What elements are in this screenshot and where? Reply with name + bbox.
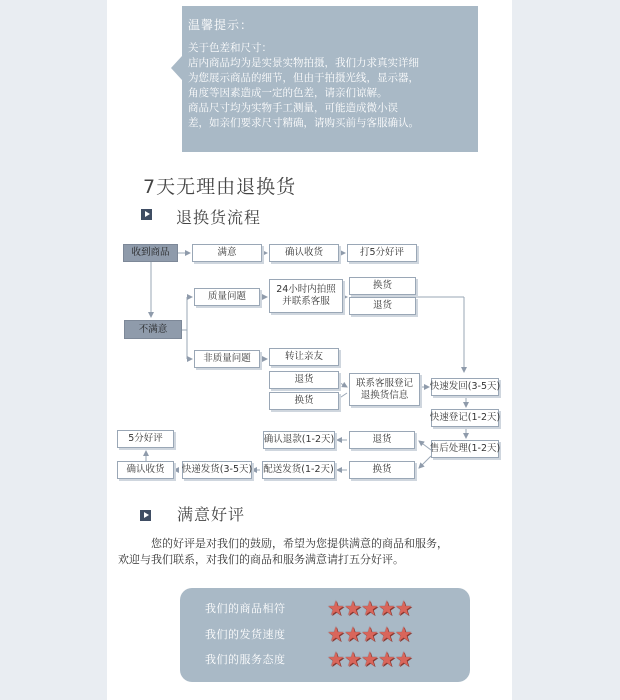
star-icon: ★ bbox=[360, 622, 379, 646]
star-rating bbox=[327, 623, 412, 645]
flow-fast-register: 快速登记(1-2天) bbox=[431, 409, 499, 427]
star-icon: ★ bbox=[360, 596, 379, 620]
flow-exchange-3: 换货 bbox=[349, 461, 415, 479]
star-icon: ★ bbox=[394, 596, 413, 620]
star-rating bbox=[327, 597, 412, 619]
notice-line: 商品尺寸均为实物手工测量，可能造成微小误 bbox=[188, 102, 398, 114]
notice-line: 关于色差和尺寸： bbox=[188, 42, 272, 54]
review-text bbox=[118, 536, 502, 568]
flow-exchange-1: 换货 bbox=[349, 277, 416, 295]
rating-panel bbox=[180, 588, 470, 682]
star-icon: ★ bbox=[343, 596, 362, 620]
flow-exchange-2: 换货 bbox=[269, 392, 339, 410]
flow-give-5star: 打5分好评 bbox=[347, 244, 417, 262]
flow-fast-return: 快速发回(3-5天) bbox=[431, 378, 499, 396]
star-rating bbox=[327, 648, 412, 670]
notice-line: 店内商品均为是实景实物拍摄，我们力求真实详细 bbox=[188, 57, 419, 69]
rating-label: 我们的服务态度 bbox=[205, 653, 286, 666]
flow-refund-confirm: 确认退款(1-2天) bbox=[263, 431, 335, 449]
rating-row bbox=[205, 597, 465, 619]
rating-label: 我们的发货速度 bbox=[205, 628, 286, 641]
flow-return-1: 退货 bbox=[349, 297, 416, 315]
rating-row bbox=[205, 648, 465, 670]
flow-photo-contact: 24小时内拍照 并联系客服 bbox=[269, 279, 343, 313]
flow-express-ship: 快递发货(3-5天) bbox=[182, 461, 252, 479]
process-title: 退换货流程 bbox=[176, 208, 262, 227]
star-icon: ★ bbox=[394, 647, 413, 671]
star-icon: ★ bbox=[327, 622, 345, 646]
flow-return-2: 退货 bbox=[269, 371, 339, 389]
flow-after-sales: 售后处理(1-2天) bbox=[431, 440, 499, 458]
review-line: 欢迎与我们联系，对我们的商品和服务满意请打五分好评。 bbox=[118, 553, 404, 566]
rating-row bbox=[205, 623, 465, 645]
notice-line: 角度等因素造成一定的色差，请亲们谅解。 bbox=[188, 87, 388, 99]
policy-title: 7天无理由退换货 bbox=[143, 176, 297, 198]
star-icon: ★ bbox=[377, 596, 396, 620]
flow-contact-register: 联系客服登记 退换货信息 bbox=[349, 373, 420, 406]
flow-satisfied: 满意 bbox=[192, 244, 262, 262]
flow-quality-issue: 质量问题 bbox=[194, 288, 260, 306]
star-icon: ★ bbox=[327, 596, 345, 620]
star-icon: ★ bbox=[343, 647, 362, 671]
flow-give-5star-2: 5分好评 bbox=[117, 430, 174, 448]
notice-title: 温馨提示： bbox=[188, 18, 254, 32]
flow-unsatisfied: 不满意 bbox=[124, 320, 182, 339]
flow-transfer-friend: 转让亲友 bbox=[269, 348, 339, 366]
content-page bbox=[107, 0, 512, 700]
star-icon: ★ bbox=[327, 647, 345, 671]
star-icon: ★ bbox=[394, 622, 413, 646]
review-title: 满意好评 bbox=[177, 505, 246, 524]
star-icon: ★ bbox=[377, 647, 396, 671]
flow-confirm-receipt: 确认收货 bbox=[269, 244, 339, 262]
flow-confirm-receipt-2: 确认收货 bbox=[117, 461, 174, 479]
star-icon: ★ bbox=[360, 647, 379, 671]
play-square-icon bbox=[140, 510, 151, 521]
flow-return-3: 退货 bbox=[349, 431, 415, 449]
flow-receive: 收到商品 bbox=[123, 244, 178, 262]
flow-dispatch: 配送发货(1-2天) bbox=[262, 461, 335, 479]
notice-line: 差，如亲们要求尺寸精确，请购买前与客服确认。 bbox=[188, 117, 419, 129]
star-icon: ★ bbox=[343, 622, 362, 646]
flow-non-quality-issue: 非质量问题 bbox=[194, 350, 260, 368]
rating-label: 我们的商品相符 bbox=[205, 602, 286, 615]
star-icon: ★ bbox=[377, 622, 396, 646]
review-line: 您的好评是对我们的鼓励，希望为您提供满意的商品和服务， bbox=[151, 537, 448, 550]
notice-line: 为您展示商品的细节，但由于拍摄光线，显示器， bbox=[188, 72, 419, 84]
